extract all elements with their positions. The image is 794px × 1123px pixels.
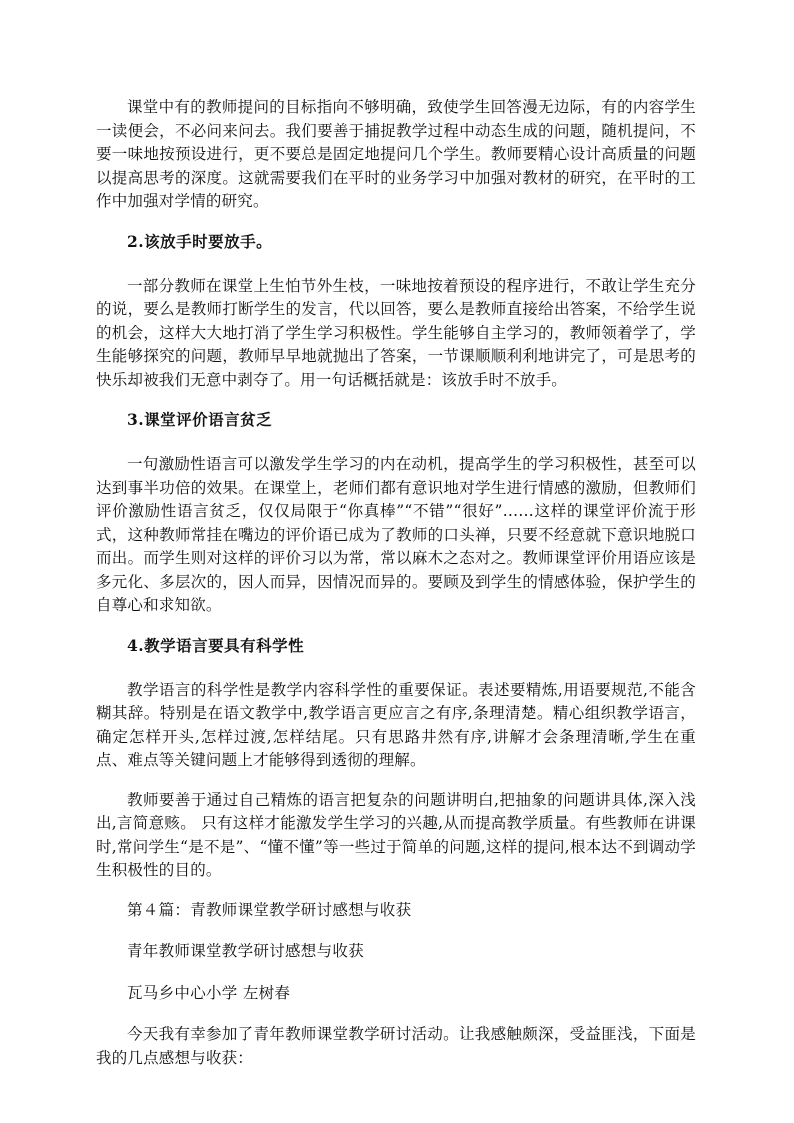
paragraph-let-go: 一部分教师在课堂上生怕节外生枝，一味地按着预设的程序进行，不敢让学生充分的说，要么是教师打断学生的发言，代以回答，要么是教师直接给出答案，不给学生说的机会，这样大大地打消了学生学习积极性。学生能够自主学习的，教师领着学了，学生能够探究的问题，教师早早地就抛出了答案，一节课顺顺利利地讲完了，可是思考的快乐却被我们无意中剥夺了。用一句话概括就是：该放手时不放手。	[96, 276, 696, 389]
section-title-part4: 第４篇：青教师课堂教学研讨感想与收获	[127, 900, 412, 919]
paragraph-intro: 今天我有幸参加了青年教师课堂教学研讨活动。让我感触颇深，受益匪浅，下面是我的几点感想与收获：	[96, 1025, 696, 1067]
heading-scientific-language: 4.教学语言要具有科学性	[127, 635, 305, 655]
heading-evaluation-language: 3.课堂评价语言贫乏	[127, 410, 273, 429]
document-body	[96, 96, 696, 1086]
author-line: 瓦马乡中心小学 左树春	[127, 983, 291, 1002]
paragraph-scientific-language: 教学语言的科学性是教学内容科学性的重要保证。表述要精炼,用语要规范,不能含糊其辞。特别是在语文教学中,教学语言更应言之有序,条理清楚。精心组织教学语言，确定怎样开头,怎样过渡,怎样结尾。只有思路井然有序,讲解才会条理清晰,学生在重点、难点等关键问题上才能够得到透彻的理解。	[96, 680, 696, 769]
paragraph-refined-language: 教师要善于通过自己精炼的语言把复杂的问题讲明白,把抽象的问题讲具体,深入浅出,言简意赅。 只有这样才能激发学生学习的兴趣,从而提高教学质量。有些教师在讲课时,常问学生“是不是”、“懂不懂”等一些过于简单的问题,这样的提问,根本达不到调动学生积极性的目的。	[96, 790, 696, 879]
heading-let-go: 2.该放手时要放手。	[127, 231, 273, 251]
article-title: 青年教师课堂教学研讨感想与收获	[127, 942, 365, 960]
paragraph-evaluation-language: 一句激励性语言可以激发学生学习的内在动机，提高学生的学习积极性，甚至可以达到事半功倍的效果。在课堂上，老师们都有意识地对学生进行情感的激励，但教师们评价激励性语言贫乏，仅仅局限于“你真棒”“不错”“很好”……这样的课堂评价流于形式，这种教师常挂在嘴边的评价语已成为了教师的口头禅，只要不经意就下意识地脱口而出。而学生则对这样的评价习以为常，常以麻木之态对之。教师课堂评价用语应该是多元化、多层次的，因人而异，因情况而异的。要顾及到学生的情感体验，保护学生的自尊心和求知欲。	[96, 455, 696, 614]
paragraph-question-objectives: 课堂中有的教师提问的目标指向不够明确，致使学生回答漫无边际，有的内容学生一读便会，不必问来问去。我们要善于捕捉教学过程中动态生成的问题，随机提问，不要一味地按预设进行，更不要总是固定地提问几个学生。教师要精心设计高质量的问题以提高思考的深度。这就需要我们在平时的业务学习中加强对教材的研究，在平时的工作中加强对学情的研究。	[96, 98, 696, 210]
